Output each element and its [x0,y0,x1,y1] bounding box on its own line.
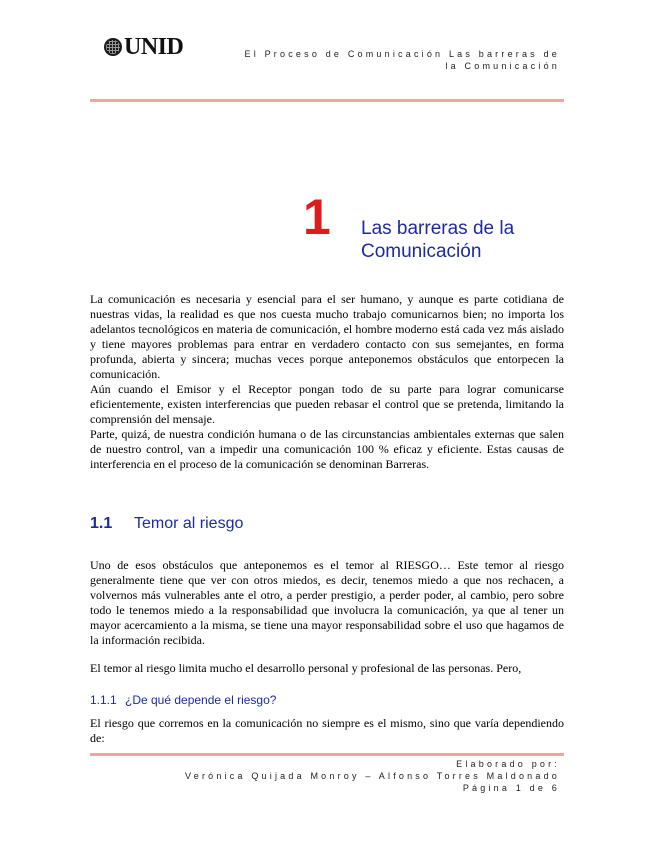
section-heading [90,514,243,534]
section-number: 1.1 [90,515,113,532]
subsection-paragraph: El riesgo que corremos en la comunicación no siempre es el mismo, sino que varía dependiendo de: [90,716,564,745]
footer-divider [90,753,564,756]
section-paragraph: El temor al riesgo limita mucho el desarrollo personal y profesional de las personas. Pero, [90,661,522,675]
header-divider [90,99,564,102]
intro-paragraph: La comunicación es necesaria y esencial para el ser humano, y aunque es parte cotidiana de nuestras vidas, la realidad es que nos cuesta mucho trabajo comunicarnos bien; no importa los adelantos tecnológicos en materia de comunicación, el hombre moderno está cada vez más aislado y tiene mayores problemas para entrar en verdadero contacto con sus semejantes, en forma profunda, abierta y sincera; muchas veces porque anteponemos obstáculos que entorpecen la comunicación. [90,292,564,381]
page-number: Página 1 de 6 [462,783,560,793]
page-footer [90,758,560,794]
logo-text: UNID [124,34,184,60]
subsection-heading [90,693,276,708]
chapter-title-line2: Comunicación [361,241,482,262]
subsection-title: ¿De qué depende el riesgo? [125,693,277,707]
intro-text [90,292,564,472]
footer-line1: Elaborado por: [456,759,560,769]
intro-paragraph: Parte, quizá, de nuestra condición humana o de las circunstancias ambientales externas que salen de nuestro control, van a impedir una comunicación 100 % eficaz y eficiente. Estas causas de interferencia en el proceso de la comunicación se denominan Barreras. [90,427,564,471]
chapter-title [361,217,561,263]
header-title [198,48,560,72]
header-title-line1: El Proceso de Comunicación Las barreras de [244,49,560,59]
subsection-number: 1.1.1 [90,693,117,707]
intro-paragraph: Aún cuando el Emisor y el Receptor pongan todo de su parte para lograr comunicarse eficientemente, existen interferencias que pueden rebasar el control que se pretenda, limitando la comprensión del mensaje. [90,382,564,426]
section-title: Temor al riesgo [134,515,244,532]
chapter-number: 1 [303,189,331,245]
header-title-line2: la Comunicación [445,61,560,71]
globe-icon [104,38,122,56]
section-paragraph: Uno de esos obstáculos que anteponemos es el temor al RIESGO… Este temor al riesgo generalmente tiene que ver con otros miedos, es decir, tenemos miedo a que nos rechacen, a volvernos más vulnerables ante el otro, a perder prestigio, a perder poder, al cambio, pero sobre todo le tenemos miedo a la responsabilidad que involucra la comunicación, ya que al tener un mayor acercamiento a la misma, se tiene una mayor responsabilidad sobre el uso que hagamos de la información recibida. [90,558,564,647]
chapter-title-line1: Las barreras de la [361,218,515,239]
unid-logo [104,34,184,60]
footer-authors: Verónica Quijada Monroy – Alfonso Torres Maldonado [185,771,560,781]
